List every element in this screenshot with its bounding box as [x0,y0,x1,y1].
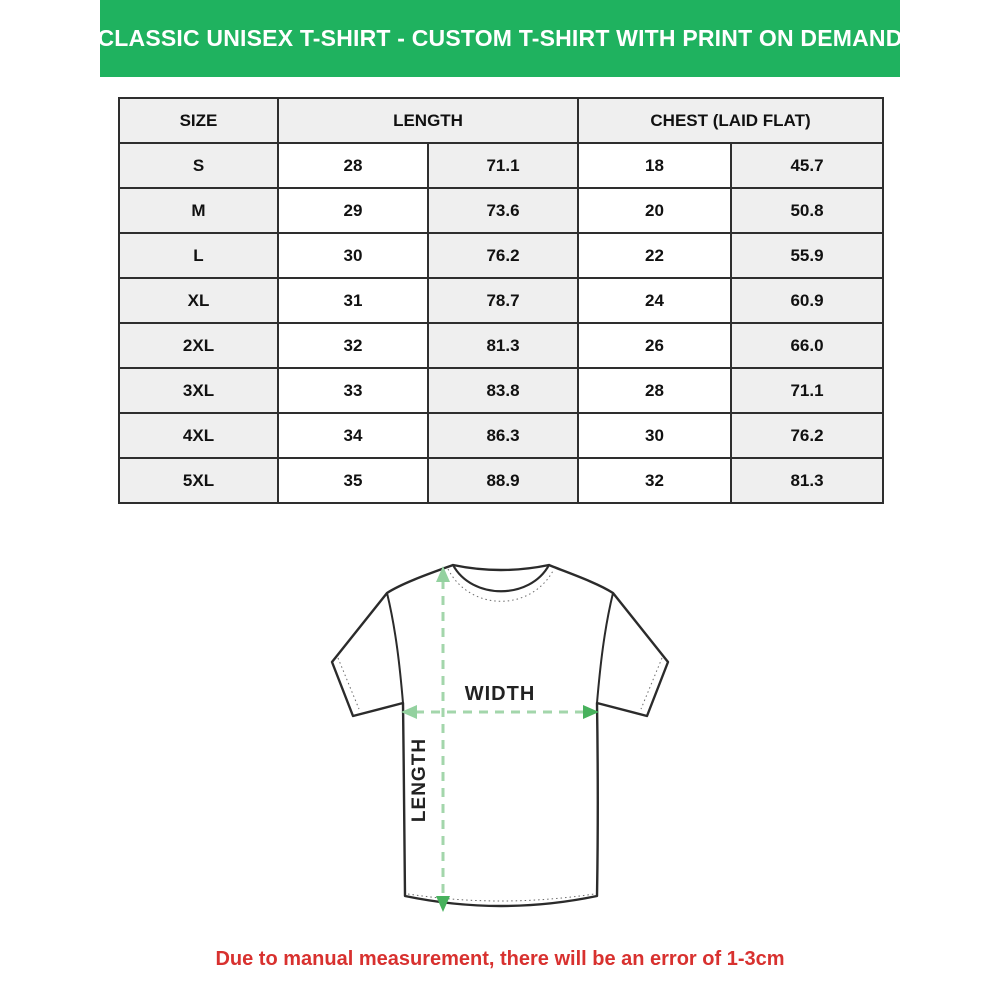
chest-cm: 71.1 [731,368,883,413]
column-header-length: LENGTH [278,98,578,143]
chest-inches: 22 [578,233,731,278]
column-header-chest: CHEST (LAID FLAT) [578,98,883,143]
table-header-row [119,98,883,143]
chest-cm: 55.9 [731,233,883,278]
chest-inches: 30 [578,413,731,458]
length-inches: 28 [278,143,428,188]
length-cm: 88.9 [428,458,578,503]
length-inches: 35 [278,458,428,503]
chest-cm: 81.3 [731,458,883,503]
length-inches: 31 [278,278,428,323]
chest-inches: 18 [578,143,731,188]
width-label: WIDTH [464,683,536,705]
chest-cm: 66.0 [731,323,883,368]
length-inches: 32 [278,323,428,368]
size-label: 2XL [119,323,278,368]
chest-cm: 45.7 [731,143,883,188]
length-cm: 86.3 [428,413,578,458]
size-label: L [119,233,278,278]
tshirt-measurement-diagram [320,548,680,928]
length-cm: 73.6 [428,188,578,233]
size-label: XL [119,278,278,323]
length-cm: 76.2 [428,233,578,278]
length-cm: 71.1 [428,143,578,188]
chest-inches: 20 [578,188,731,233]
table-row [119,323,883,368]
table-row [119,233,883,278]
column-header-size: SIZE [119,98,278,143]
page-title: CLASSIC UNISEX T-SHIRT - CUSTOM T-SHIRT WITH PRINT ON DEMAND [97,25,903,51]
title-banner [97,0,903,77]
length-inches: 30 [278,233,428,278]
length-label: LENGTH [409,737,430,823]
length-cm: 83.8 [428,368,578,413]
table-row [119,278,883,323]
size-label: 3XL [119,368,278,413]
chest-cm: 50.8 [731,188,883,233]
size-label: M [119,188,278,233]
chest-cm: 60.9 [731,278,883,323]
chest-inches: 26 [578,323,731,368]
chest-inches: 24 [578,278,731,323]
length-inches: 33 [278,368,428,413]
size-chart-table [118,97,884,504]
size-label: 5XL [119,458,278,503]
chest-cm: 76.2 [731,413,883,458]
measurement-note: Due to manual measurement, there will be an error of 1-3cm [215,948,785,970]
size-label: S [119,143,278,188]
length-cm: 78.7 [428,278,578,323]
length-cm: 81.3 [428,323,578,368]
size-label: 4XL [119,413,278,458]
chest-inches: 32 [578,458,731,503]
tshirt-icon [320,548,680,928]
table-row [119,413,883,458]
table-row [119,458,883,503]
table-row [119,188,883,233]
length-inches: 34 [278,413,428,458]
tshirt-outline [332,565,668,906]
length-inches: 29 [278,188,428,233]
chest-inches: 28 [578,368,731,413]
table-row [119,143,883,188]
table-row [119,368,883,413]
